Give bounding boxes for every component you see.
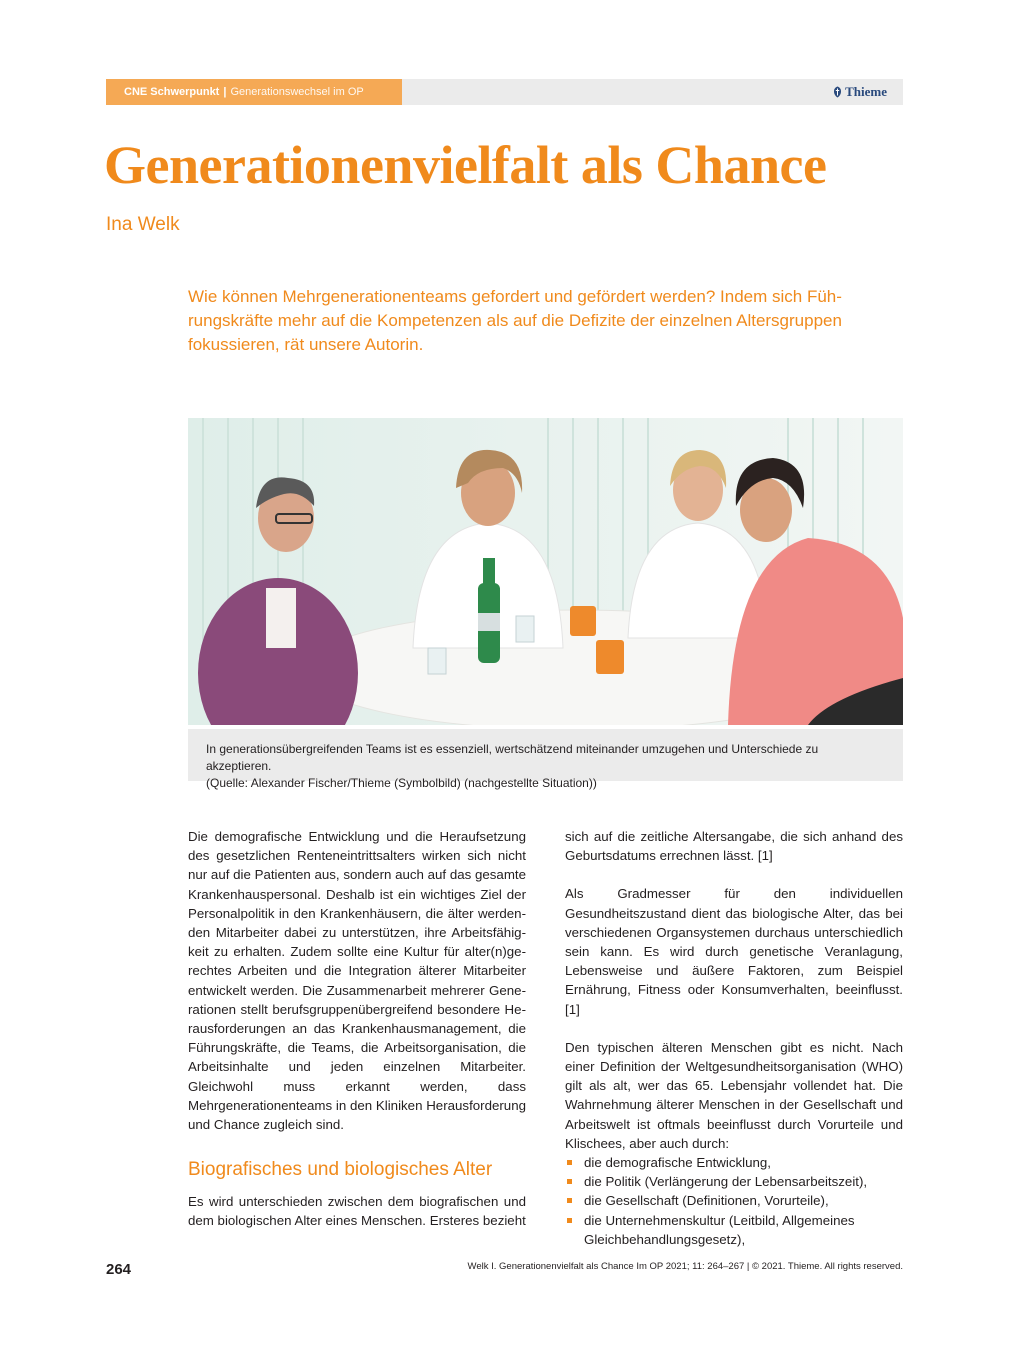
list-item: die Gesellschaft (Definitionen, Vorurteile),: [565, 1191, 903, 1210]
section-topic: Generationswechsel im OP: [230, 86, 364, 98]
article-author: Ina Welk: [106, 214, 180, 235]
article-title: Generationenvielfalt als Chance: [104, 135, 827, 195]
publisher-logo: [833, 84, 887, 100]
publisher-name: Thieme: [845, 84, 887, 99]
thieme-crest-icon: [833, 86, 842, 98]
figure-caption: [188, 729, 903, 790]
section-tag: [106, 79, 402, 105]
list-item: die demografische Entwicklung,: [565, 1153, 903, 1172]
list-item: die Politik (Verlängerung der Lebensarbeitszeit),: [565, 1172, 903, 1191]
body-paragraph: Als Gradmesser für den individuellen Gesundheitszustand dient das biologische Alter, das bei verschiedenen Organsystemen durchaus unterschiedlich sein kann. Es wird durch genetische Veranlagung, Lebensweise und äußere Faktoren, zum Beispiel Ernährung, Fitness oder Konsumverhalten, beeinflusst. [1]: [565, 886, 903, 1017]
bullet-list: [565, 1153, 903, 1249]
section-separator: |: [223, 86, 227, 98]
body-paragraph: Die demografische Entwicklung und die Heraufsetzung des gesetzlichen Renteneintrittsalters wirken sich nicht nur auf die Patienten aus, sondern auch auf das gesamte Krankenhauspersonal. Deshalb ist ein wichtiges Ziel der Personalpolitik in den Krankenhäusern, die älter werdenden Mitarbeiter dabei zu unterstützen, ihre Arbeitsfähigkeit zu erhalten. Zudem sollte eine Kultur für alter(n)gerechtes Arbeiten und die Integration älterer Mitarbeiter entwickelt werden. Die Zusammenarbeit mehrerer Generationen stellt berufsgruppenübergreifend besondere Herausforderungen an das Krankenhausmanagement, die Führungskräfte, die Teams, die Arbeitsorganisation, die Arbeitsinhalte und jeden einzelnen Mitarbeiter. Gleichwohl muss erkannt werden, dass Mehrgenerationenteams in den Kliniken Herausforderung und Chance zugleich sind.: [188, 829, 526, 1133]
body-paragraph: Den typischen älteren Menschen gibt es nicht. Nach einer Definition der Weltgesundheitsorganisation (WHO) gilt als alt, wer das 65. Lebensjahr vollendet hat. Die Wahrnehmung älterer Menschen in der Gesellschaft und Arbeitswelt ist oftmals beeinflusst durch Vorurteile und Klischees, aber auch durch:: [565, 1039, 903, 1151]
caption-source: (Quelle: Alexander Fischer/Thieme (Symbolbild) (nachgestellte Situation)): [206, 776, 597, 790]
body-paragraph: Es wird unterschieden zwischen dem biografischen und dem biologischen Alter eines Menschen. Ersteres bezieht: [188, 1194, 526, 1229]
list-item: die Unternehmenskultur (Leitbild, Allgemeines Gleichbehandlungsgesetz),: [565, 1211, 903, 1249]
page-number: 264: [106, 1261, 132, 1278]
journal-header-bar: [106, 79, 903, 105]
body-column-right: [565, 827, 903, 1249]
body-paragraph: sich auf die zeitliche Altersangabe, die sich anhand des Geburtsdatums errechnen lässt. [1]: [565, 829, 903, 864]
bullet-square-icon: [567, 1179, 572, 1184]
bullet-square-icon: [567, 1218, 572, 1223]
article-photo: [188, 418, 903, 725]
citation-footer: Welk I. Generationenvielfalt als Chance Im OP 2021; 11: 264–267 | © 2021. Thieme. All rights reserved.: [467, 1261, 903, 1272]
body-column-left: [188, 827, 526, 1231]
team-meeting-illustration: [188, 418, 903, 725]
section-heading: Biografisches und biologisches Alter: [188, 1159, 493, 1181]
bullet-square-icon: [567, 1198, 572, 1203]
bullet-square-icon: [567, 1160, 572, 1165]
article-lead: Wie können Mehrgenerationenteams gefordert und gefördert werden? Indem sich Führungskräfte mehr auf die Kompetenzen als auf die Defizite der einzelnen Altersgruppen fokussieren, rät unsere Autorin.: [188, 287, 842, 354]
section-label: CNE Schwerpunkt: [124, 86, 220, 98]
caption-text: In generationsübergreifenden Teams ist es essenziell, wertschätzend miteinander umzugehen und Unterschiede zu akzeptieren.: [206, 742, 819, 773]
